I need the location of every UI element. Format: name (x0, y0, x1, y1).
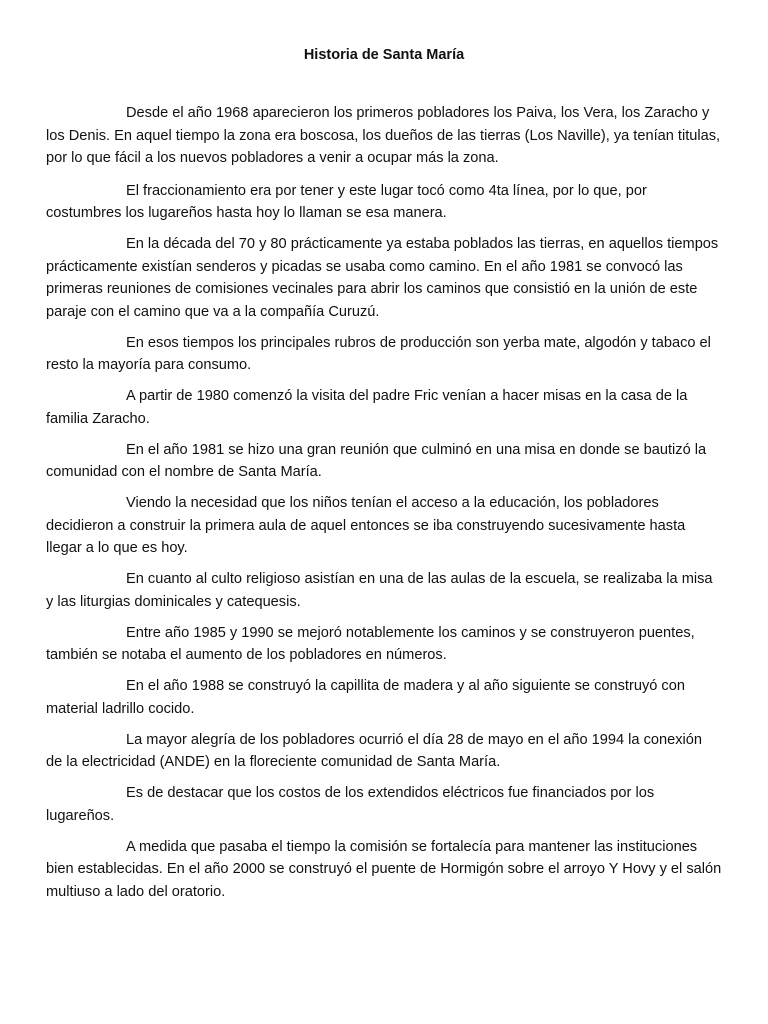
paragraph-10: En el año 1988 se construyó la capillita de madera y al año siguiente se construyó con material ladrillo cocido. (46, 678, 685, 717)
paragraph-11: La mayor alegría de los pobladores ocurrió el día 28 de mayo en el año 1994 la conexión de la electricidad (ANDE) en la floreciente comunidad de Santa María. (46, 731, 703, 770)
paragraph-6: En el año 1981 se hizo una gran reunión que culminó en una misa en donde se bautizó la comunidad con el nombre de Santa María. (46, 441, 707, 480)
paragraph-1: Desde el año 1968 aparecieron los primeros pobladores los Paiva, los Vera, los Zaracho y los Denis. En aquel tiempo la zona era boscosa, los dueños de las tierras (Los Naville), ya tenían titulas, por lo que fácil a los nuevos pobladores a venir a ocupar más la zona. (46, 105, 721, 166)
paragraph-3: En la década del 70 y 80 prácticamente ya estaba poblados las tierras, en aquellos tiempos prácticamente existían senderos y picadas se usaba como camino. En el año 1981 se convocó las primeras reuniones de comisiones vecinales para abrir los caminos que consistió en la unión de este paraje con el camino que va a la compañía Curuzú. (46, 236, 719, 320)
paragraph-4: En esos tiempos los principales rubros de producción son yerba mate, algodón y tabaco el resto la mayoría para consumo. (46, 334, 711, 373)
document-title: Historia de Santa María (303, 47, 465, 63)
paragraph-5: A partir de 1980 comenzó la visita del padre Fric venían a hacer misas en la casa de la familia Zaracho. (46, 388, 688, 427)
paragraph-2: El fraccionamiento era por tener y este lugar tocó como 4ta línea, por lo que, por costumbres los lugareños hasta hoy lo llaman se esa manera. (46, 182, 647, 221)
paragraph-12: Es de destacar que los costos de los extendidos eléctricos fue financiados por los lugareños. (46, 785, 655, 824)
paragraph-13: A medida que pasaba el tiempo la comisión se fortalecía para mantener las instituciones bien establecidas. En el año 2000 se construyó el puente de Hormigón sobre el arroyo Y Hovy y el salón multiuso a lado del oratorio. (46, 838, 722, 900)
paragraph-9: Entre año 1985 y 1990 se mejoró notablemente los caminos y se construyeron puentes, también se notaba el aumento de los pobladores en números. (46, 624, 695, 663)
paragraph-7: Viendo la necesidad que los niños tenían el acceso a la educación, los pobladores decidieron a construir la primera aula de aquel entonces se iba construyendo sucesivamente hasta llegar a lo que es hoy. (46, 495, 686, 556)
document-page (46, 44, 722, 912)
paragraph-8: En cuanto al culto religioso asistían en una de las aulas de la escuela, se realizaba la misa y las liturgias dominicales y catequesis. (46, 571, 713, 610)
